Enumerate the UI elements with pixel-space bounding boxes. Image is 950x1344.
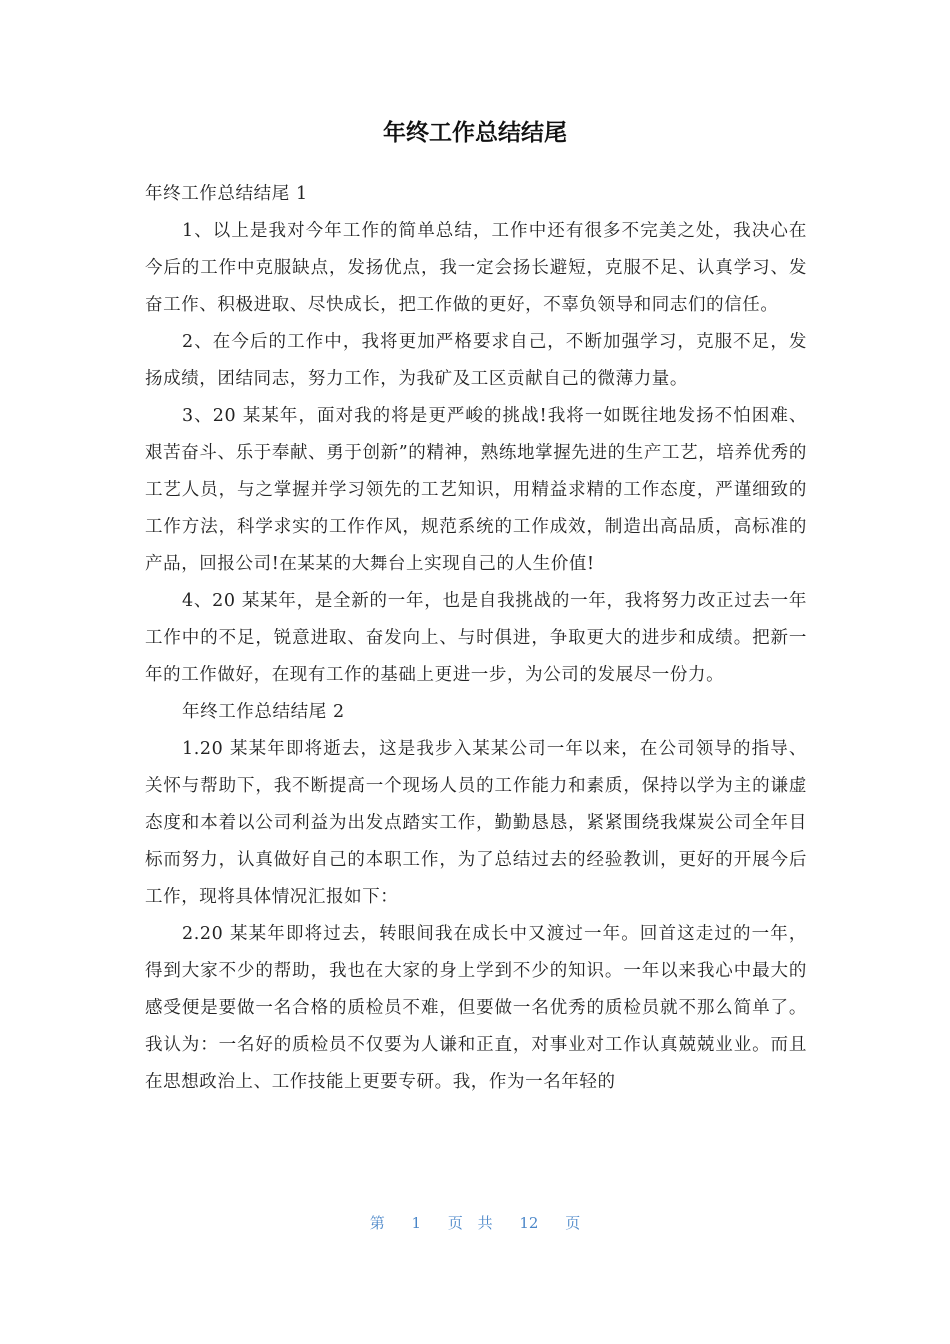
paragraph: 1、以上是我对今年工作的简单总结，工作中还有很多不完美之处，我决心在今后的工作中克服缺点，发扬优点，我一定会扬长避短，克服不足、认真学习、发奋工作、积极进取、尽快成长，把工作做的更好，不辜负领导和同志们的信任。 [145,221,807,315]
document-title: 年终工作总结结尾 [383,120,567,146]
paragraph: 2.20 某某年即将过去，转眼间我在成长中又渡过一年。回首这走过的一年，得到大家不少的帮助，我也在大家的身上学到不少的知识。一年以来我心中最大的感受便是要做一名合格的质检员不难，但要做一名优秀的质检员就不那么简单了。我认为：一名好的质检员不仅要为人谦和正直，对事业对工作认真兢兢业业。而且在思想政治上、工作技能上更要专研。我，作为一名年轻的 [145,924,807,1092]
document-body [145,176,807,1101]
footer-current-page: 1 [411,1214,422,1232]
footer-total-pages: 12 [519,1214,539,1232]
paragraph: 4、20 某某年，是全新的一年，也是自我挑战的一年，我将努力改正过去一年工作中的不足，锐意进取、奋发向上、与时俱进，争取更大的进步和成绩。把新一年的工作做好，在现有工作的基础上更进一步，为公司的发展尽一份力。 [145,591,807,685]
section-heading-1: 年终工作总结结尾 1 [145,184,308,204]
paragraph: 3、20 某某年，面对我的将是更严峻的挑战!我将一如既往地发扬不怕困难、艰苦奋斗、乐于奉献、勇于创新”的精神，熟练地掌握先进的生产工艺，培养优秀的工艺人员，与之掌握并学习领先的工艺知识，用精益求精的工作态度，严谨细致的工作方法，科学求实的工作作风，规范系统的工作成效，制造出高品质，高标准的产品，回报公司!在某某的大舞台上实现自己的人生价值! [145,406,807,574]
paragraph: 2、在今后的工作中，我将更加严格要求自己，不断加强学习，克服不足，发扬成绩，团结同志，努力工作，为我矿及工区贡献自己的微薄力量。 [145,332,807,389]
section-heading-2: 年终工作总结结尾 2 [182,702,345,722]
page-footer [0,1212,950,1233]
footer-prefix: 第 [369,1214,385,1232]
paragraph: 1.20 某某年即将逝去，这是我步入某某公司一年以来，在公司领导的指导、关怀与帮助下，我不断提高一个现场人员的工作能力和素质，保持以学为主的谦虚态度和本着以公司利益为出发点踏实工作，勤勤恳恳，紧紧围绕我煤炭公司全年目标而努力，认真做好自己的本职工作，为了总结过去的经验教训，更好的开展今后工作，现将具体情况汇报如下： [145,739,807,907]
footer-suffix: 页 [565,1214,581,1232]
footer-middle: 页 共 [447,1214,493,1232]
